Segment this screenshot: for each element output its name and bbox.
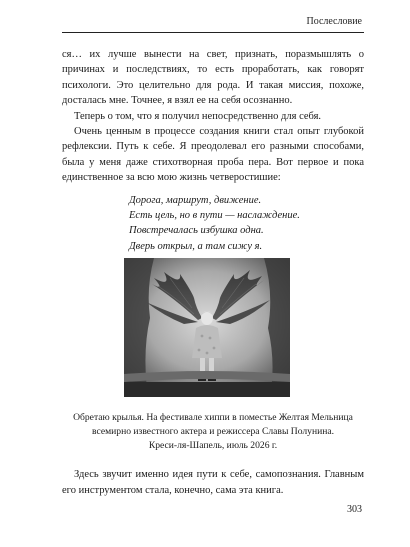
photo-caption bbox=[62, 411, 364, 454]
page-number: 303 bbox=[347, 504, 362, 515]
angel-wings-photo bbox=[124, 258, 290, 397]
caption-line-3: Креси-ля-Шапель, июль 2026 г. bbox=[148, 440, 278, 452]
caption-line-2: всемирно известного актера и режиссера Славы Полунина. bbox=[91, 426, 335, 438]
paragraph-3: Очень ценным в процессе создания книги стал опыт глубокой рефлексии. Путь к себе. Я преодолевал его разными способами, была у меня даже стихотворная проба пера. Вот первое и пока единственное за всю мою жизнь четверостишие: bbox=[62, 126, 364, 184]
caption-line-1: Обретаю крылья. На фестивале хиппи в поместье Желтая Мельница bbox=[73, 412, 353, 423]
closing-text bbox=[62, 467, 364, 498]
running-head: Послесловие bbox=[306, 16, 362, 27]
paragraph-1: ся… их лучше вынести на свет, признать, поразмышлять о причинах и последствиях, то есть проработать, как говорят психологи. Это целительно для рода. И такая миссия, похоже, досталась мне. Точнее, я взял ее на себя осознанно. bbox=[62, 49, 364, 107]
body-text bbox=[62, 47, 364, 186]
poem-line-1: Дорога, маршрут, движение. bbox=[129, 195, 262, 206]
quatrain bbox=[129, 193, 300, 254]
paragraph-2: Теперь о том, что я получил непосредственно для себя. bbox=[74, 110, 322, 122]
header-rule bbox=[62, 32, 364, 33]
closing-paragraph: Здесь звучит именно идея пути к себе, самопознания. Главным его инструментом стала, конечно, сама эта книга. bbox=[62, 469, 364, 496]
poem-line-3: Повстречалась избушка одна. bbox=[129, 225, 264, 237]
poem-line-2: Есть цель, но в пути — наслаждение. bbox=[129, 210, 300, 222]
poem-line-4: Дверь открыл, а там сижу я. bbox=[129, 240, 263, 252]
